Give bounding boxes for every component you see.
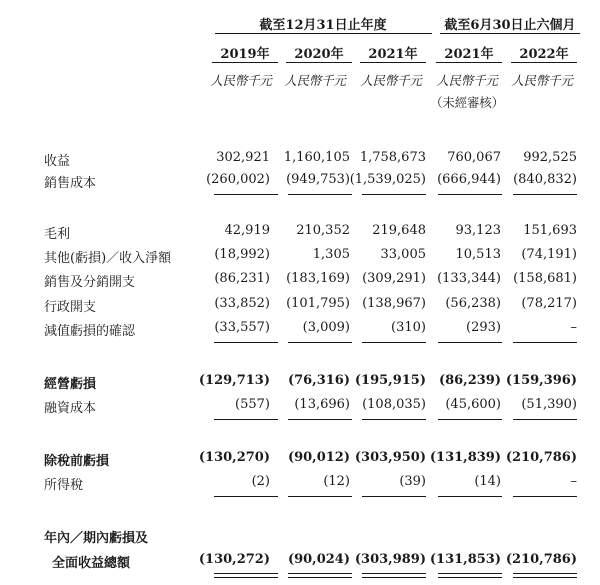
row-label-selling-distribution: 銷售及分銷開支 xyxy=(44,275,136,290)
row-label-income-tax: 所得稅 xyxy=(44,478,84,493)
table-cell-2021-interim: (86,239) xyxy=(438,373,501,388)
subtotal-rule xyxy=(513,194,577,195)
table-cell-2019: 302,921 xyxy=(216,150,270,165)
year-rule xyxy=(286,62,352,63)
table-cell-2021: (39) xyxy=(399,474,426,489)
table-cell-2021-interim: (56,238) xyxy=(445,296,501,311)
table-cell-2021: (303,950) xyxy=(354,450,426,465)
table-cell-2022-interim: – xyxy=(570,474,577,489)
row-label-finance-costs: 融資成本 xyxy=(44,401,97,416)
year-header-2021: 2021年 xyxy=(368,47,418,62)
year-rule xyxy=(436,62,502,63)
table-cell-2020: (76,316) xyxy=(287,373,350,388)
table-cell-2020: 210,352 xyxy=(296,223,350,238)
row-label-loss-before-tax: 除稅前虧損 xyxy=(44,454,110,469)
table-cell-2020: (183,169) xyxy=(286,271,350,286)
table-cell-2022-interim: (78,217) xyxy=(521,296,577,311)
row-label-impairment: 減值虧損的確認 xyxy=(44,324,136,339)
group-header-six-month: 截至6月30日止六個月 xyxy=(444,18,576,33)
year-rule xyxy=(511,62,577,63)
year-rule xyxy=(360,62,426,63)
subtotal-rule xyxy=(362,194,426,195)
table-cell-2019: (130,270) xyxy=(198,450,270,465)
subtotal-rule xyxy=(513,419,577,420)
unaudited-note: （未經審核） xyxy=(430,95,504,110)
total-double-rule xyxy=(362,573,426,578)
table-cell-2020: (13,696) xyxy=(294,397,350,412)
subtotal-rule xyxy=(214,194,278,195)
table-cell-2021: (108,035) xyxy=(362,397,426,412)
table-cell-2021-interim: (14) xyxy=(474,474,501,489)
row-label-administrative: 行政開支 xyxy=(44,300,97,315)
subtotal-rule xyxy=(438,194,502,195)
subtotal-rule xyxy=(362,342,426,343)
total-double-rule xyxy=(288,573,352,578)
group-rule-six-month xyxy=(440,33,580,34)
table-cell-2022-interim: (159,396) xyxy=(505,373,577,388)
subtotal-rule xyxy=(438,496,502,497)
table-cell-2021-interim: (666,944) xyxy=(437,172,501,187)
table-cell-2021-interim: 760,067 xyxy=(447,150,501,165)
table-cell-2022-interim: (210,786) xyxy=(505,450,577,465)
table-cell-2021: (1,539,025) xyxy=(349,172,426,187)
group-header-full-year: 截至12月31日止年度 xyxy=(259,18,387,33)
unit-label: 人民幣千元 xyxy=(360,73,422,88)
subtotal-rule xyxy=(288,496,352,497)
subtotal-rule xyxy=(288,342,352,343)
subtotal-rule xyxy=(214,342,278,343)
table-cell-2021-interim: (133,344) xyxy=(437,271,501,286)
table-cell-2020: (90,012) xyxy=(287,450,350,465)
row-label-total-line1: 年內／期內虧損及 xyxy=(44,531,149,546)
table-cell-2021: 33,005 xyxy=(380,247,426,262)
unit-label: 人民幣千元 xyxy=(210,73,272,88)
row-label-revenue: 收益 xyxy=(44,154,71,169)
table-cell-2021-interim: 10,513 xyxy=(455,247,501,262)
table-cell-2021: 1,758,673 xyxy=(359,150,426,165)
table-cell-2021: (195,915) xyxy=(354,373,426,388)
table-cell-2020: (3,009) xyxy=(302,320,350,335)
table-cell-total-2021: (303,989) xyxy=(354,552,426,567)
table-cell-2020: (949,753) xyxy=(286,172,350,187)
table-cell-total-2022-interim: (210,786) xyxy=(505,552,577,567)
table-cell-2019: (33,852) xyxy=(214,296,270,311)
row-label-total-line2: 全面收益總額 xyxy=(52,556,131,571)
table-cell-2021: (309,291) xyxy=(362,271,426,286)
subtotal-rule xyxy=(214,496,278,497)
table-cell-2019: (129,713) xyxy=(198,373,270,388)
subtotal-rule xyxy=(288,194,352,195)
year-rule xyxy=(212,62,278,63)
year-header-2022-interim: 2022年 xyxy=(519,47,569,62)
total-double-rule xyxy=(438,573,502,578)
table-cell-2022-interim: (74,191) xyxy=(521,247,577,262)
table-cell-2021-interim: (293) xyxy=(466,320,501,335)
table-cell-2022-interim: 992,525 xyxy=(523,150,577,165)
year-header-2020: 2020年 xyxy=(294,47,344,62)
year-header-2021-interim: 2021年 xyxy=(444,47,494,62)
subtotal-rule xyxy=(513,342,577,343)
table-cell-2021: (138,967) xyxy=(362,296,426,311)
total-double-rule xyxy=(214,573,278,578)
subtotal-rule xyxy=(288,419,352,420)
row-label-operating-loss: 經營虧損 xyxy=(44,377,97,392)
table-cell-2019: (33,557) xyxy=(214,320,270,335)
year-header-2019: 2019年 xyxy=(220,47,270,62)
table-cell-2019: (260,002) xyxy=(206,172,270,187)
table-cell-total-2020: (90,024) xyxy=(287,552,350,567)
subtotal-rule xyxy=(362,496,426,497)
table-cell-2021-interim: 93,123 xyxy=(455,223,501,238)
unit-label: 人民幣千元 xyxy=(284,73,346,88)
subtotal-rule xyxy=(513,496,577,497)
table-cell-2022-interim: (158,681) xyxy=(513,271,577,286)
row-label-other-loss-income: 其他(虧損)／收入淨額 xyxy=(44,251,172,266)
row-label-gross-profit: 毛利 xyxy=(44,227,71,242)
row-label-cost-of-sales: 銷售成本 xyxy=(44,176,97,191)
total-double-rule xyxy=(513,573,577,578)
table-cell-2020: (101,795) xyxy=(286,296,350,311)
table-cell-2019: (2) xyxy=(251,474,270,489)
table-cell-2022-interim: (840,832) xyxy=(513,172,577,187)
subtotal-rule xyxy=(214,419,278,420)
unit-label: 人民幣千元 xyxy=(436,73,498,88)
table-cell-2021: (310) xyxy=(391,320,426,335)
subtotal-rule xyxy=(362,419,426,420)
table-cell-2021-interim: (131,839) xyxy=(429,450,501,465)
table-cell-total-2021-interim: (131,853) xyxy=(429,552,501,567)
subtotal-rule xyxy=(438,419,502,420)
group-rule-full-year xyxy=(215,33,432,34)
table-cell-total-2019: (130,272) xyxy=(198,552,270,567)
subtotal-rule xyxy=(438,342,502,343)
table-cell-2021: 219,648 xyxy=(372,223,426,238)
table-cell-2019: (86,231) xyxy=(214,271,270,286)
table-cell-2020: 1,160,105 xyxy=(283,150,350,165)
table-cell-2022-interim: – xyxy=(570,320,577,335)
table-cell-2019: 42,919 xyxy=(224,223,270,238)
table-cell-2019: (18,992) xyxy=(214,247,270,262)
unit-label: 人民幣千元 xyxy=(511,73,573,88)
table-cell-2020: (12) xyxy=(323,474,350,489)
table-cell-2019: (557) xyxy=(235,397,270,412)
table-cell-2022-interim: 151,693 xyxy=(523,223,577,238)
table-cell-2022-interim: (51,390) xyxy=(521,397,577,412)
table-cell-2020: 1,305 xyxy=(312,247,350,262)
table-cell-2021-interim: (45,600) xyxy=(445,397,501,412)
